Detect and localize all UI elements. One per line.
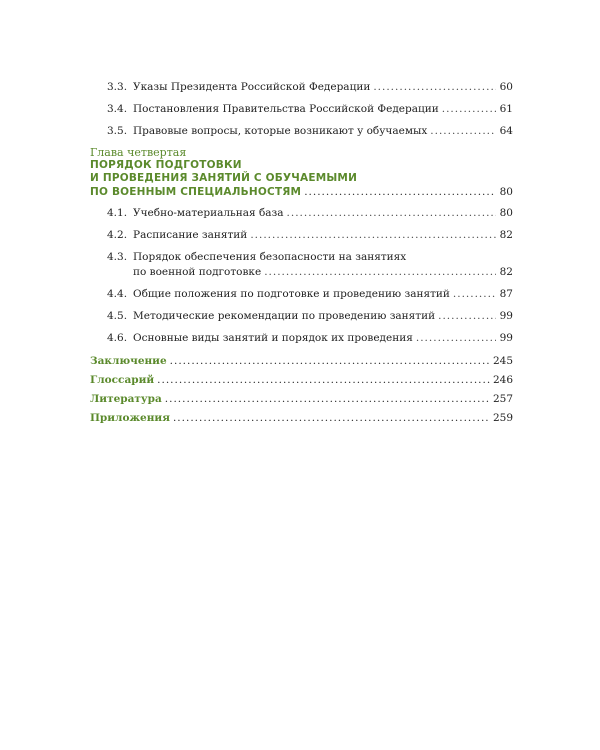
dot-leader — [170, 354, 490, 369]
toc-entry-number: 3.5. — [107, 125, 128, 137]
dot-leader — [287, 206, 496, 221]
toc-section-title: Литература — [90, 393, 162, 405]
toc-entry-page: 99 — [499, 332, 513, 344]
toc-entry-page: 80 — [499, 207, 513, 219]
toc-section-title: Глоссарий — [90, 374, 155, 386]
toc-entry-title: Постановления Правительства Российской Федерации — [133, 103, 439, 115]
dot-leader — [264, 265, 496, 280]
toc-entry-title: Учебно-материальная база — [133, 207, 284, 219]
toc-entry-number: 4.1. — [107, 207, 128, 219]
dot-leader — [430, 124, 496, 139]
toc-entry-4-1[interactable] — [90, 206, 513, 221]
toc-entry-4-3[interactable] — [90, 250, 513, 280]
dot-leader — [165, 392, 490, 407]
toc-entry-title-continuation: по военной подготовке — [133, 266, 262, 278]
dot-leader — [453, 287, 496, 302]
toc-entry-page: 82 — [499, 266, 513, 278]
toc-entry-number: 3.4. — [107, 103, 128, 115]
toc-entry-title: Общие положения по подготовке и проведению занятий — [133, 288, 450, 300]
toc-entry-page: 64 — [499, 125, 513, 137]
dot-leader — [442, 102, 496, 117]
chapter-label: Глава четвертая — [90, 146, 187, 159]
toc-entry-page: 82 — [499, 229, 513, 241]
toc-section-page: 246 — [492, 374, 513, 386]
toc-section-page: 259 — [492, 412, 513, 424]
toc-section-appendices[interactable] — [90, 411, 513, 426]
toc-entry-page: 87 — [499, 288, 513, 300]
toc-entry-number: 3.3. — [107, 81, 128, 93]
dot-leader — [438, 309, 496, 324]
toc-entry-page: 61 — [499, 103, 513, 115]
chapter-title-line: И ПРОВЕДЕНИЯ ЗАНЯТИЙ С ОБУЧАЕМЫМИ — [90, 172, 358, 184]
dot-leader — [157, 373, 490, 388]
dot-leader — [173, 411, 490, 426]
toc-entry-3-3[interactable] — [90, 80, 513, 95]
toc-section-title: Приложения — [90, 412, 170, 424]
toc-entry-4-5[interactable] — [90, 309, 513, 324]
toc-entry-page: 99 — [499, 310, 513, 322]
dot-leader — [373, 80, 496, 95]
toc-entry-number: 4.4. — [107, 288, 128, 300]
toc-section-page: 257 — [492, 393, 513, 405]
toc-section-page: 245 — [492, 355, 513, 367]
toc-entry-number: 4.3. — [107, 251, 128, 263]
toc-entry-number: 4.6. — [107, 332, 128, 344]
toc-entry-title: Указы Президента Российской Федерации — [133, 81, 371, 93]
toc-entry-title: Методические рекомендации по проведению занятий — [133, 310, 436, 322]
toc-entry-number: 4.5. — [107, 310, 128, 322]
toc-entry-4-4[interactable] — [90, 287, 513, 302]
toc-section-literature[interactable] — [90, 392, 513, 407]
toc-entry-3-5[interactable] — [90, 124, 513, 139]
toc-section-conclusion[interactable] — [90, 354, 513, 369]
toc-section-glossary[interactable] — [90, 373, 513, 388]
table-of-contents — [90, 80, 513, 430]
toc-entry-number: 4.2. — [107, 229, 128, 241]
dot-leader — [250, 228, 496, 243]
toc-entry-title: Правовые вопросы, которые возникают у обучаемых — [133, 125, 428, 137]
toc-entry-title: Основные виды занятий и порядок их проведения — [133, 332, 413, 344]
toc-entry-3-4[interactable] — [90, 102, 513, 117]
chapter-title-line: ПОРЯДОК ПОДГОТОВКИ — [90, 159, 242, 171]
dot-leader — [304, 185, 496, 200]
dot-leader — [416, 331, 496, 346]
chapter-title-line: ПО ВОЕННЫМ СПЕЦИАЛЬНОСТЯМ — [90, 186, 302, 198]
toc-entry-title: Расписание занятий — [133, 229, 248, 241]
toc-entry-chapter-4[interactable] — [90, 185, 513, 200]
toc-entry-4-6[interactable] — [90, 331, 513, 346]
toc-entry-page: 60 — [499, 81, 513, 93]
toc-entry-4-2[interactable] — [90, 228, 513, 243]
toc-entry-title: Порядок обеспечения безопасности на занятиях — [133, 251, 407, 263]
toc-section-title: Заключение — [90, 355, 167, 367]
toc-entry-page: 80 — [499, 186, 513, 198]
